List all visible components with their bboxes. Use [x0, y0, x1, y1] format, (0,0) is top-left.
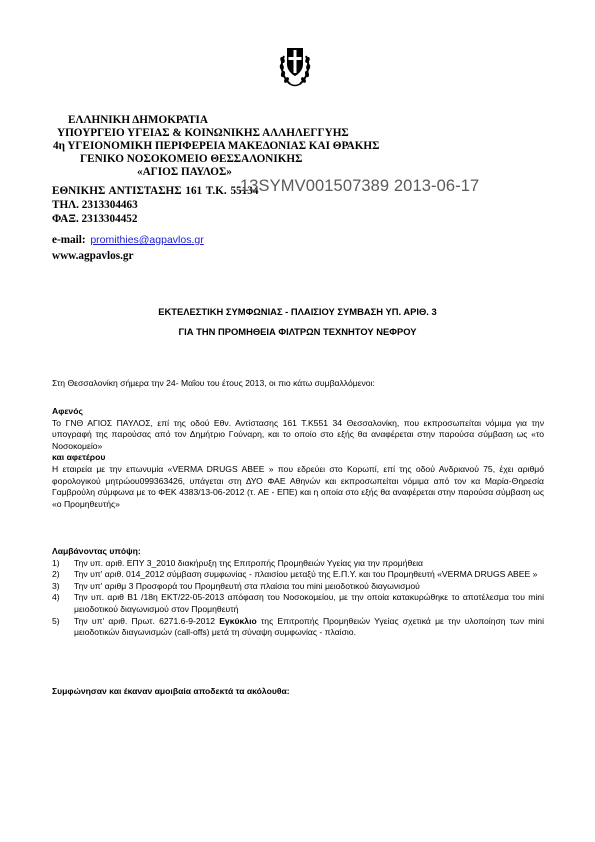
header-hospital-name: «ΑΓΙΟΣ ΠΑΥΛΟΣ» — [137, 166, 232, 178]
email-link[interactable]: promithies@agpavlos.gr — [90, 234, 204, 246]
considering-block — [52, 546, 544, 639]
contract-title-line2: ΓΙΑ ΤΗΝ ΠΡΟΜΗΘΕΙΑ ΦΙΛΤΡΩΝ ΤΕΧΝΗΤΟΥ ΝΕΦΡΟΥ — [178, 326, 417, 337]
header-hospital: ΓΕΝΙΚΟ ΝΟΣΟΚΟΜΕΙΟ ΘΕΣΣΑΛΟΝΙΚΗΣ — [80, 153, 303, 165]
list-item: 2) Την υπ' αριθ. 014_2012 σύμβαση συμφωνίας - πλαισίου μεταξύ της Ε.Π.Υ. και του Προμηθευτή «VERMA DRUGS ABEE » — [52, 569, 538, 580]
header-phone: ΤΗΛ. 2313304463 — [52, 199, 138, 211]
header-republic: ΕΛΛΗΝΙΚΗ ΔΗΜΟΚΡΑΤΙΑ — [68, 114, 208, 126]
coat-of-arms — [278, 42, 312, 88]
list-item: 3) Την υπ' αριθμ 3 Προσφορά του Προμηθευτή στα πλαίσια του mini μειοδοτικού διαγωνισμού — [52, 580, 420, 591]
header-website[interactable]: www.agpavlos.gr — [52, 250, 134, 262]
list-item: 5) Την υπ' αριθ. Πρωτ. 6271.6-9-2012 Εγκύκλιο της Επιτροπής Προμηθειών Υγείας σχετικά με την υλοποίηση των mini μειοδοτικών διαγωνισμών (call-offs) μετά τη σύναψη συμφωνίας - πλαίσιο. — [52, 615, 544, 638]
party2-text: Η εταιρεία με την επωνυμία «VERMA DRUGS ABEE » που εδρεύει στο Κορωπί, επί της οδού Ανδριανού 75, έχει αριθμό φορολογικού μητρώου099363426, υπάγεται στη ΔΥΟ ΦΑΕ Αθηνών και εκπροσωπείται νόμιμα από τον κα Μαρία-Θηρεσία Γαμβρούλη σύμφωνα με το ΦΕΚ 4383/13-06-2012 (τ. ΑΕ - ΕΠΕ) και η οποία στο εξής θα αναφέρεται στην παρούσα σύμβαση ως «ο Προμηθευτής» — [52, 463, 544, 509]
header-ministry: ΥΠΟΥΡΓΕΙΟ ΥΓΕΙΑΣ & ΚΟΙΝΩΝΙΚΗΣ ΑΛΛΗΛΕΓΓΥΗΣ — [57, 127, 349, 139]
party2-heading: και αφετέρου — [52, 452, 106, 463]
list-item: 1) Την υπ. αριθ. ΕΠΥ 3_2010 διακήρυξη της Επιτροπής Προμηθειών Υγείας για την προμήθεια — [52, 557, 424, 568]
header-region: 4η ΥΓΕΙΟΝΟΜΙΚΗ ΠΕΡΙΦΕΡΕΙΑ ΜΑΚΕΔΟΝΙΑΣ ΚΑΙ ΘΡΑΚΗΣ — [53, 140, 380, 152]
email-label: e-mail: — [52, 234, 86, 246]
agreement-heading: Συμφώνησαν και έκαναν αμοιβαία αποδεκτά τα ακόλουθα: — [52, 686, 290, 696]
intro-text: Στη Θεσσαλονίκη σήμερα την 24- Μαΐου του έτους 2013, οι πιο κάτω συμβαλλόμενοι: — [52, 378, 375, 388]
protocol-watermark: 13SYMV001507389 2013-06-17 — [240, 177, 480, 195]
header-fax: ΦΑΞ. 2313304452 — [52, 213, 138, 225]
party1-heading: Αφενός — [52, 406, 83, 416]
considering-heading: Λαμβάνοντας υπόψη: — [52, 546, 141, 556]
header-address: ΕΘΝΙΚΗΣ ΑΝΤΙΣΤΑΣΗΣ 161 Τ.Κ. 55134 — [52, 185, 259, 197]
list-item: 4) Την υπ. αριθ Β1 /18η ΕΚΤ/22-05-2013 απόφαση του Νοσοκομείου, με την οποία κατακυρώθηκε το αποτέλεσμα του mini μειοδοτικού διαγωνισμού στον Προμηθευτή — [52, 592, 544, 614]
party1-block — [52, 406, 544, 510]
header-email-row — [52, 234, 204, 247]
party1-text: Το ΓΝΘ ΑΓΙΟΣ ΠΑΥΛΟΣ, επί της οδού Εθν. Αντίστασης 161 Τ.Κ551 34 Θεσσαλονίκη, που εκπροσωπείται νόμιμα για την υπογραφή της παρούσας από τον Δημήτριο Γούναρη, και το οποίο στο εξής θα αναφέρεται στην παρούσα σύμβαση ως «το Νοσοκομείο» — [52, 417, 544, 451]
greek-coat-of-arms-icon — [278, 42, 312, 88]
contract-title-line1: ΕΚΤΕΛΕΣΤΙΚΗ ΣΥΜΦΩΝΙΑΣ - ΠΛΑΙΣΙΟΥ ΣΥΜΒΑΣΗ ΥΠ. ΑΡΙΘ. 3 — [158, 306, 437, 317]
considering-list — [52, 558, 544, 639]
